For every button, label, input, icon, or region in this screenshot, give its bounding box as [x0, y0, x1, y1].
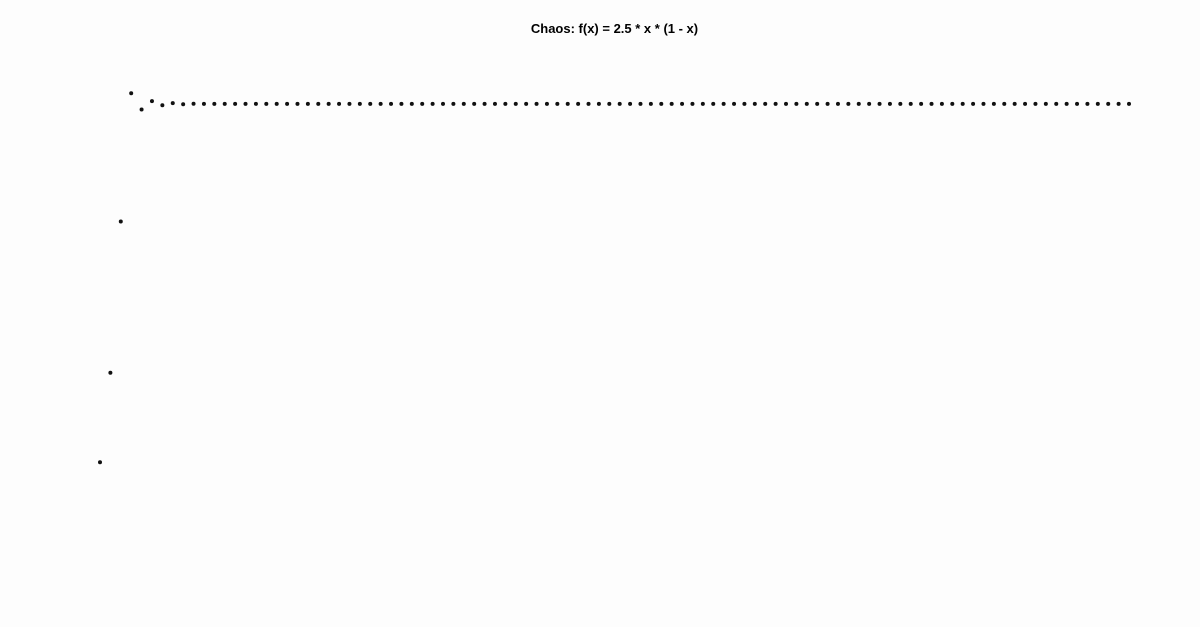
data-point-16 — [264, 102, 268, 106]
data-point-32 — [431, 102, 435, 106]
data-point-9 — [192, 102, 196, 106]
data-point-34 — [451, 102, 455, 106]
data-point-46 — [576, 102, 580, 106]
data-point-43 — [545, 102, 549, 106]
data-point-57 — [690, 102, 694, 106]
data-point-54 — [659, 102, 663, 106]
data-point-17 — [275, 102, 279, 106]
data-point-44 — [555, 102, 559, 106]
data-point-59 — [711, 102, 715, 106]
data-point-85 — [981, 102, 985, 106]
data-point-21 — [316, 102, 320, 106]
data-point-56 — [680, 102, 684, 106]
data-point-51 — [628, 102, 632, 106]
data-point-88 — [1013, 102, 1017, 106]
data-point-68 — [805, 102, 809, 106]
data-point-40 — [514, 102, 518, 106]
data-point-35 — [462, 102, 466, 106]
data-point-99 — [1127, 102, 1131, 106]
data-point-79 — [919, 102, 923, 106]
data-point-91 — [1044, 102, 1048, 106]
data-point-48 — [597, 102, 601, 106]
data-point-60 — [722, 102, 726, 106]
data-point-75 — [878, 102, 882, 106]
data-point-93 — [1065, 102, 1069, 106]
data-point-73 — [857, 102, 861, 106]
data-point-26 — [368, 102, 372, 106]
data-point-23 — [337, 102, 341, 106]
data-point-80 — [930, 102, 934, 106]
data-point-83 — [961, 102, 965, 106]
data-point-36 — [472, 102, 476, 106]
data-point-69 — [815, 102, 819, 106]
data-point-47 — [587, 102, 591, 106]
data-point-72 — [846, 102, 850, 106]
data-point-12 — [223, 102, 227, 106]
data-point-27 — [379, 102, 383, 106]
data-point-87 — [1002, 102, 1006, 106]
data-point-37 — [483, 102, 487, 106]
data-point-22 — [327, 102, 331, 106]
data-point-25 — [358, 102, 362, 106]
data-point-67 — [794, 102, 798, 106]
data-point-90 — [1033, 102, 1037, 106]
data-point-14 — [244, 102, 248, 106]
data-point-95 — [1085, 102, 1089, 106]
data-point-3 — [129, 91, 133, 95]
data-point-13 — [233, 102, 237, 106]
data-point-50 — [618, 102, 622, 106]
data-point-31 — [420, 102, 424, 106]
data-point-77 — [898, 102, 902, 106]
data-point-70 — [826, 102, 830, 106]
data-point-84 — [971, 102, 975, 106]
data-point-20 — [306, 102, 310, 106]
data-point-11 — [212, 102, 216, 106]
data-point-81 — [940, 102, 944, 106]
data-point-6 — [160, 103, 164, 107]
data-point-15 — [254, 102, 258, 106]
data-point-4 — [140, 108, 144, 112]
data-point-66 — [784, 102, 788, 106]
data-point-18 — [285, 102, 289, 106]
data-point-98 — [1117, 102, 1121, 106]
data-point-7 — [171, 101, 175, 105]
data-point-39 — [503, 102, 507, 106]
data-point-2 — [119, 219, 123, 223]
data-point-8 — [181, 102, 185, 106]
data-point-10 — [202, 102, 206, 106]
data-point-82 — [950, 102, 954, 106]
data-point-89 — [1023, 102, 1027, 106]
data-point-30 — [410, 102, 414, 106]
data-point-96 — [1096, 102, 1100, 106]
data-point-24 — [347, 102, 351, 106]
data-point-5 — [150, 99, 154, 103]
data-point-61 — [732, 102, 736, 106]
data-point-28 — [389, 102, 393, 106]
data-point-29 — [399, 102, 403, 106]
data-point-53 — [649, 102, 653, 106]
data-point-94 — [1075, 102, 1079, 106]
data-point-42 — [535, 102, 539, 106]
data-point-49 — [607, 102, 611, 106]
data-point-19 — [295, 102, 299, 106]
data-point-62 — [742, 102, 746, 106]
data-point-1 — [108, 371, 112, 375]
chart-title: Chaos: f(x) = 2.5 * x * (1 - x) — [530, 21, 699, 36]
data-point-74 — [867, 102, 871, 106]
data-point-55 — [670, 102, 674, 106]
data-point-33 — [441, 102, 445, 106]
data-point-78 — [909, 102, 913, 106]
data-point-63 — [753, 102, 757, 106]
data-point-52 — [638, 102, 642, 106]
data-point-64 — [763, 102, 767, 106]
data-point-92 — [1054, 102, 1058, 106]
data-point-0 — [98, 460, 102, 464]
data-point-65 — [774, 102, 778, 106]
data-point-76 — [888, 102, 892, 106]
data-point-58 — [701, 102, 705, 106]
data-point-38 — [493, 102, 497, 106]
data-point-97 — [1106, 102, 1110, 106]
data-point-45 — [566, 102, 570, 106]
data-point-41 — [524, 102, 528, 106]
data-point-86 — [992, 102, 996, 106]
data-point-71 — [836, 102, 840, 106]
